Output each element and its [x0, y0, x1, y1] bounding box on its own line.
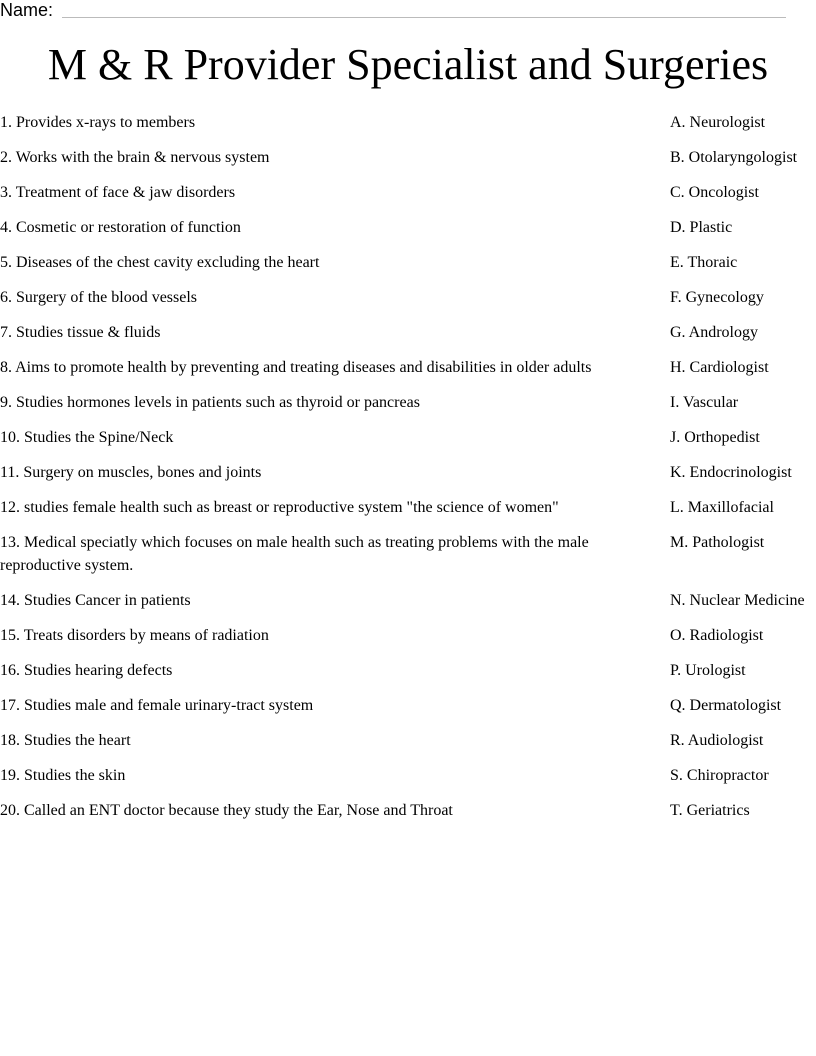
list-item — [0, 531, 816, 577]
list-item — [0, 286, 816, 309]
list-item — [0, 111, 816, 134]
answer-option: A. Neurologist — [670, 114, 766, 131]
list-item — [0, 251, 816, 274]
list-item — [0, 589, 816, 612]
clue-text: 3. Treatment of face & jaw disorders — [0, 184, 236, 201]
clue-text: 10. Studies the Spine/Neck — [0, 429, 174, 446]
clue-text: 16. Studies hearing defects — [0, 662, 173, 679]
answer-option: B. Otolaryngologist — [670, 149, 798, 166]
list-item — [0, 461, 816, 484]
list-item — [0, 624, 816, 647]
list-item — [0, 799, 816, 822]
list-item — [0, 356, 816, 379]
answer-option: D. Plastic — [670, 219, 733, 236]
clue-text: 6. Surgery of the blood vessels — [0, 289, 198, 306]
answer-option: T. Geriatrics — [670, 802, 750, 819]
answer-option: P. Urologist — [670, 662, 746, 679]
answer-option: E. Thoraic — [670, 254, 738, 271]
list-item — [0, 146, 816, 169]
answer-option: F. Gynecology — [670, 289, 764, 306]
answer-option: K. Endocrinologist — [670, 464, 792, 481]
clue-text: 20. Called an ENT doctor because they study the Ear, Nose and Throat — [0, 802, 453, 819]
clue-text: 14. Studies Cancer in patients — [0, 592, 191, 609]
answer-option: S. Chiropractor — [670, 767, 769, 784]
answer-option: N. Nuclear Medicine — [670, 592, 805, 609]
answer-option: J. Orthopedist — [670, 429, 760, 446]
list-item — [0, 216, 816, 239]
list-item — [0, 496, 816, 519]
name-underline[interactable] — [62, 17, 786, 18]
clue-text: 17. Studies male and female urinary-tract system — [0, 697, 314, 714]
answer-option: R. Audiologist — [670, 732, 764, 749]
clue-text: 12. studies female health such as breast or reproductive system "the science of women" — [0, 499, 559, 516]
clue-text: 15. Treats disorders by means of radiation — [0, 627, 269, 644]
list-item — [0, 764, 816, 787]
answer-option: G. Andrology — [670, 324, 758, 341]
clue-text: 1. Provides x-rays to members — [0, 114, 196, 131]
clue-text: 18. Studies the heart — [0, 732, 131, 749]
clue-text: 11. Surgery on muscles, bones and joints — [0, 464, 262, 481]
matching-list — [0, 111, 816, 834]
clue-text: 4. Cosmetic or restoration of function — [0, 219, 241, 236]
page-title: M & R Provider Specialist and Surgeries — [47, 40, 769, 89]
answer-option: C. Oncologist — [670, 184, 759, 201]
clue-text: 5. Diseases of the chest cavity excluding the heart — [0, 254, 320, 271]
answer-option: I. Vascular — [670, 394, 739, 411]
clue-text: 8. Aims to promote health by preventing and treating diseases and disabilities in older adults — [0, 359, 592, 376]
answer-option: M. Pathologist — [670, 534, 765, 551]
clue-text: 13. Medical speciatly which focuses on male health such as treating problems with the male reproductive system. — [0, 534, 589, 574]
answer-option: H. Cardiologist — [670, 359, 769, 376]
name-field — [0, 0, 790, 22]
answer-option: Q. Dermatologist — [670, 697, 782, 714]
list-item — [0, 694, 816, 717]
clue-text: 9. Studies hormones levels in patients such as thyroid or pancreas — [0, 394, 420, 411]
list-item — [0, 181, 816, 204]
name-label: Name: — [0, 0, 54, 20]
list-item — [0, 321, 816, 344]
clue-text: 19. Studies the skin — [0, 767, 126, 784]
list-item — [0, 659, 816, 682]
answer-option: O. Radiologist — [670, 627, 764, 644]
list-item — [0, 426, 816, 449]
clue-text: 7. Studies tissue & fluids — [0, 324, 161, 341]
list-item — [0, 391, 816, 414]
list-item — [0, 729, 816, 752]
clue-text: 2. Works with the brain & nervous system — [0, 149, 270, 166]
answer-option: L. Maxillofacial — [670, 499, 774, 516]
